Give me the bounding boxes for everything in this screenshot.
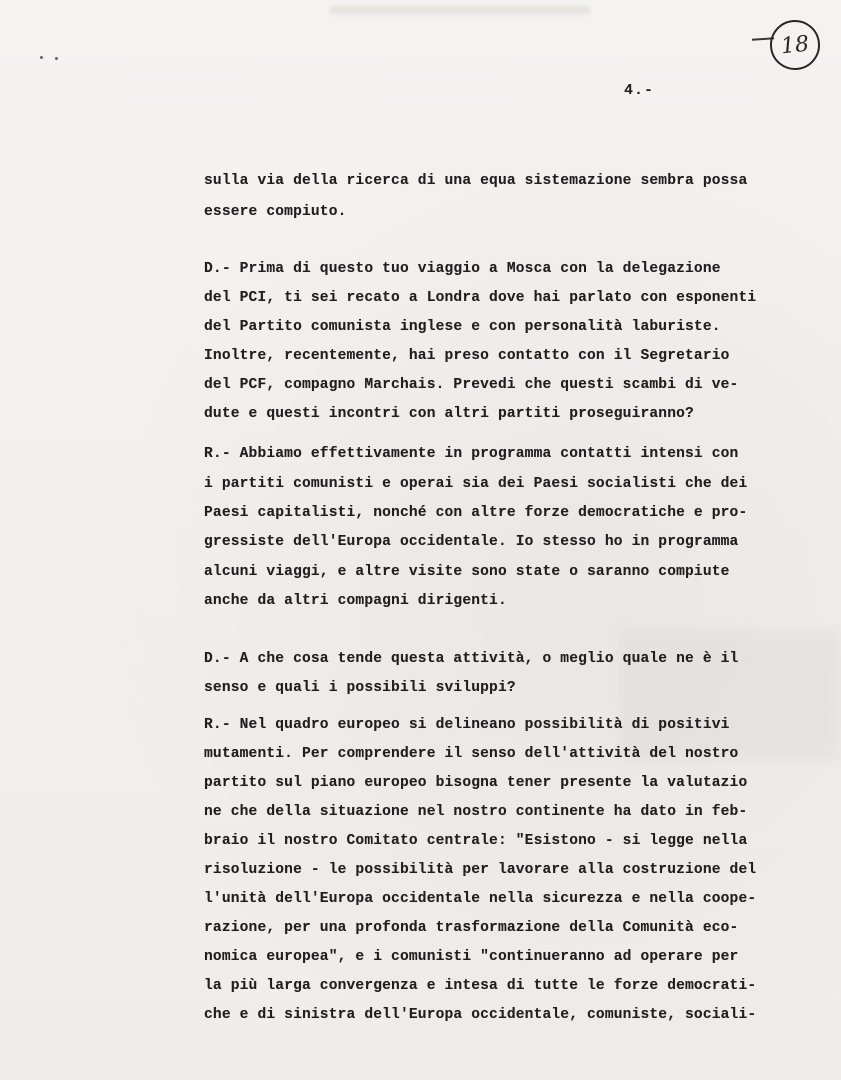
text-line: che e di sinistra dell'Europa occidentale, comuniste, sociali-	[204, 1007, 757, 1023]
text-line: D.- A che cosa tende questa attività, o meglio quale ne è il	[204, 651, 739, 667]
scan-bleed-top	[330, 6, 590, 14]
text-line: partito sul piano europeo bisogna tener presente la valutazio	[204, 775, 748, 791]
page-number: 4.-	[624, 82, 655, 99]
text-line: del PCF, compagno Marchais. Prevedi che questi scambi di ve-	[204, 377, 739, 393]
text-line: i partiti comunisti e operai sia dei Paesi socialisti che dei	[204, 476, 748, 492]
scan-speck	[40, 56, 43, 59]
text-line: nomica europea", e i comunisti "continueranno ad operare per	[204, 949, 739, 965]
text-line: essere compiuto.	[204, 204, 347, 220]
archive-stamp-number: 18	[779, 31, 811, 59]
text-line: D.- Prima di questo tuo viaggio a Mosca con la delegazione	[204, 261, 721, 277]
text-line: alcuni viaggi, e altre visite sono state o saranno compiute	[204, 564, 730, 580]
text-line: la più larga convergenza e intesa di tutte le forze democrati-	[204, 978, 757, 994]
text-line: braio il nostro Comitato centrale: "Esistono - si legge nella	[204, 833, 748, 849]
text-line: sulla via della ricerca di una equa sistemazione sembra possa	[204, 173, 748, 189]
text-line: mutamenti. Per comprendere il senso dell'attività del nostro	[204, 746, 739, 762]
text-line: del PCI, ti sei recato a Londra dove hai parlato con esponenti	[204, 290, 757, 306]
text-line: senso e quali i possibili sviluppi?	[204, 680, 516, 696]
text-line: gressiste dell'Europa occidentale. Io stesso ho in programma	[204, 534, 739, 550]
text-line: anche da altri compagni dirigenti.	[204, 593, 507, 609]
text-line: risoluzione - le possibilità per lavorare alla costruzione del	[204, 862, 757, 878]
text-line: R.- Nel quadro europeo si delineano possibilità di positivi	[204, 717, 730, 733]
text-line: R.- Abbiamo effettivamente in programma contatti intensi con	[204, 446, 739, 462]
scan-speck	[55, 57, 58, 60]
text-line: razione, per una profonda trasformazione della Comunità eco-	[204, 920, 739, 936]
text-line: l'unità dell'Europa occidentale nella sicurezza e nella coope-	[204, 891, 757, 907]
text-line: Paesi capitalisti, nonché con altre forze democratiche e pro-	[204, 505, 748, 521]
text-line: Inoltre, recentemente, hai preso contatto con il Segretario	[204, 348, 730, 364]
text-line: del Partito comunista inglese e con personalità laburiste.	[204, 319, 721, 335]
text-line: dute e questi incontri con altri partiti proseguiranno?	[204, 406, 694, 422]
archive-page-stamp	[768, 18, 823, 73]
text-line: ne che della situazione nel nostro continente ha dato in feb-	[204, 804, 748, 820]
